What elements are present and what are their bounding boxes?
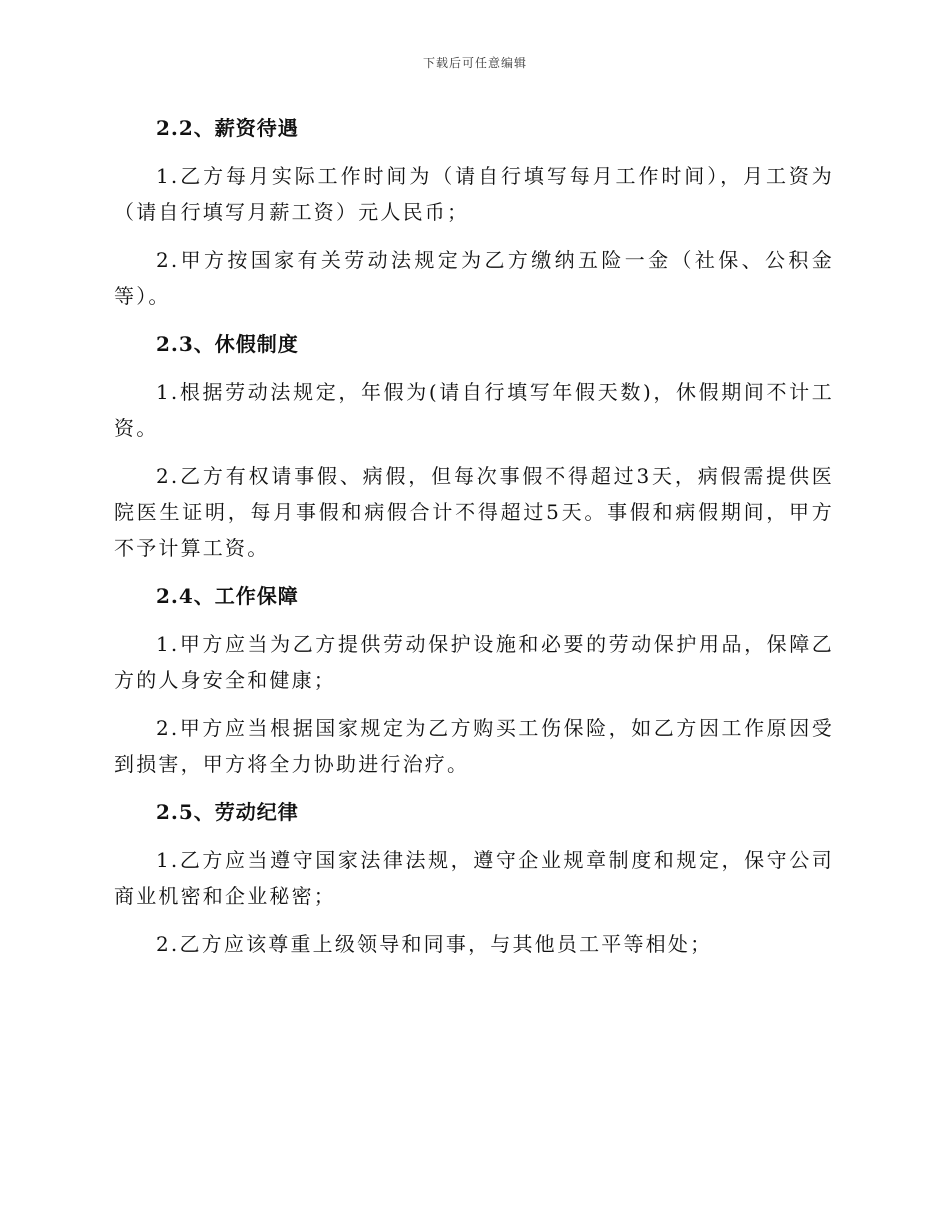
section-heading: 2.4、工作保障 <box>156 584 299 608</box>
section-salary <box>114 110 834 314</box>
paragraph: 2.乙方应该尊重上级领导和同事，与其他员工平等相处； <box>156 932 713 956</box>
paragraph: 1.乙方应当遵守国家法律法规，遵守企业规章制度和规定，保守公司商业机密和企业秘密； <box>114 848 834 908</box>
section-leave <box>114 326 834 566</box>
paragraph: 2.乙方有权请事假、病假，但每次事假不得超过3天，病假需提供医院医生证明，每月事假和病假合计不得超过5天。事假和病假期间，甲方不予计算工资。 <box>114 464 834 560</box>
paragraph: 1.根据劳动法规定，年假为(请自行填写年假天数)，休假期间不计工资。 <box>114 380 834 440</box>
section-work-protection <box>114 578 834 782</box>
header-note: 下载后可任意编辑 <box>422 56 527 70</box>
section-labor-discipline <box>114 794 834 962</box>
paragraph: 1.乙方每月实际工作时间为（请自行填写每月工作时间），月工资为（请自行填写月薪工资）元人民币； <box>114 164 834 224</box>
document-body <box>114 110 834 974</box>
section-heading: 2.5、劳动纪律 <box>156 800 299 824</box>
paragraph: 2.甲方应当根据国家规定为乙方购买工伤保险，如乙方因工作原因受到损害，甲方将全力协助进行治疗。 <box>114 716 834 776</box>
paragraph: 1.甲方应当为乙方提供劳动保护设施和必要的劳动保护用品，保障乙方的人身安全和健康； <box>114 632 834 692</box>
section-heading: 2.3、休假制度 <box>156 332 299 356</box>
section-heading: 2.2、薪资待遇 <box>156 116 299 140</box>
paragraph: 2.甲方按国家有关劳动法规定为乙方缴纳五险一金（社保、公积金等）。 <box>114 248 834 308</box>
